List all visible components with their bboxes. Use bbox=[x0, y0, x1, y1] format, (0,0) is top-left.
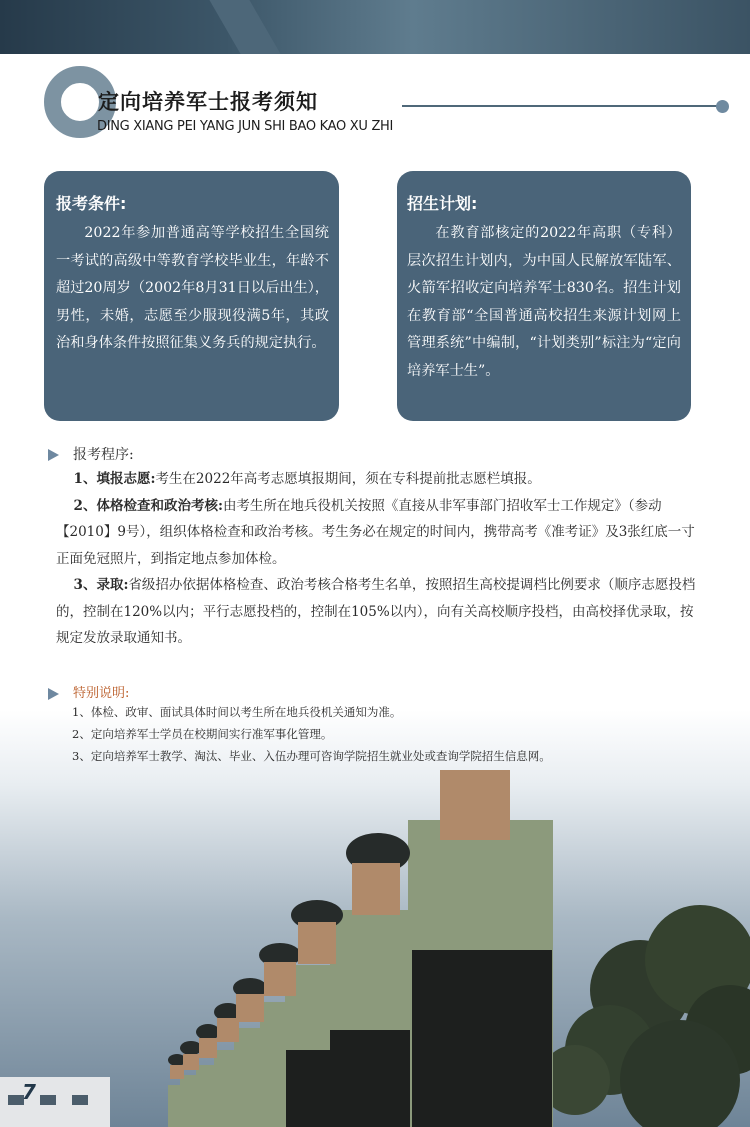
procedure-item-text: 由考生所在地兵役机关按照《直接从非军事部门招收军士工作规定》（参动【2010】9号），组织体格检查和政治考核。考生务必在规定的时间内，携带高考《准考证》及3张红底一寸正面免冠照片，到指定地点参加体检。 bbox=[56, 497, 695, 567]
special-item: 1、体检、政审、面试具体时间以考生所在地兵役机关通知为准。 bbox=[72, 705, 402, 719]
procedure-list bbox=[56, 466, 696, 652]
procedure-heading: 报考程序: bbox=[73, 447, 134, 463]
special-item: 2、定向培养军士学员在校期间实行准军事化管理。 bbox=[72, 726, 333, 741]
procedure-item bbox=[56, 466, 696, 493]
procedure-item-text: 考生在2022年高考志愿填报期间，须在专科提前批志愿栏填报。 bbox=[155, 471, 541, 487]
triangle-bullet-icon bbox=[48, 449, 59, 461]
page-title-pinyin: DING XIANG PEI YANG JUN SHI BAO KAO XU ZHI bbox=[97, 119, 394, 134]
special-heading: 特别说明: bbox=[73, 686, 130, 701]
conditions-heading: 报考条件: bbox=[56, 194, 127, 213]
special-item: 3、定向培养军士教学、淘汰、毕业、入伍办理可咨询学院招生就业处或查询学院招生信息网。 bbox=[72, 748, 551, 763]
banner-stripe bbox=[209, 0, 280, 54]
soldiers-photo bbox=[0, 710, 750, 1127]
procedure-item bbox=[56, 572, 696, 652]
plan-heading: 招生计划: bbox=[407, 194, 478, 213]
procedure-item bbox=[56, 493, 696, 573]
top-banner bbox=[0, 0, 750, 54]
procedure-item-label: 3、录取: bbox=[73, 577, 129, 593]
title-divider-dot bbox=[716, 100, 729, 113]
plan-body: 在教育部核定的2022年高职（专科）层次招生计划内，为中国人民解放军陆军、火箭军招收定向培养军士830名。招生计划在教育部“全国普通高校招生来源计划网上管理系统”中编制，“计划类别”标注为“定向培养军士生”。 bbox=[407, 225, 681, 379]
page-title: 定向培养军士报考须知 bbox=[98, 90, 318, 114]
page-number: 7 bbox=[22, 1080, 36, 1104]
special-list bbox=[72, 702, 551, 767]
procedure-item-text: 省级招办依据体格检查、政治考核合格考生名单，按照招生高校提调档比例要求（顺序志愿投档的，控制在120%以内；平行志愿投档的，控制在105%以内），向有关高校顺序投档，由高校择优录取，按规定发放录取通知书。 bbox=[56, 577, 696, 646]
special-heading-row bbox=[48, 682, 129, 701]
conditions-body: 2022年参加普通高等学校招生全国统一考试的高级中等教育学校毕业生，年龄不超过20周岁（2002年8月31日以后出生），男性，未婚，志愿至少服现役满5年，其政治和身体条件按照征集义务兵的规定执行。 bbox=[56, 225, 329, 351]
plan-box bbox=[397, 171, 691, 421]
procedure-heading-row bbox=[48, 444, 134, 464]
triangle-bullet-icon bbox=[48, 688, 59, 700]
procedure-item-label: 2、体格检查和政治考核: bbox=[73, 497, 223, 514]
conditions-box bbox=[44, 171, 339, 421]
procedure-item-label: 1、填报志愿: bbox=[73, 471, 156, 487]
title-divider bbox=[402, 105, 722, 107]
